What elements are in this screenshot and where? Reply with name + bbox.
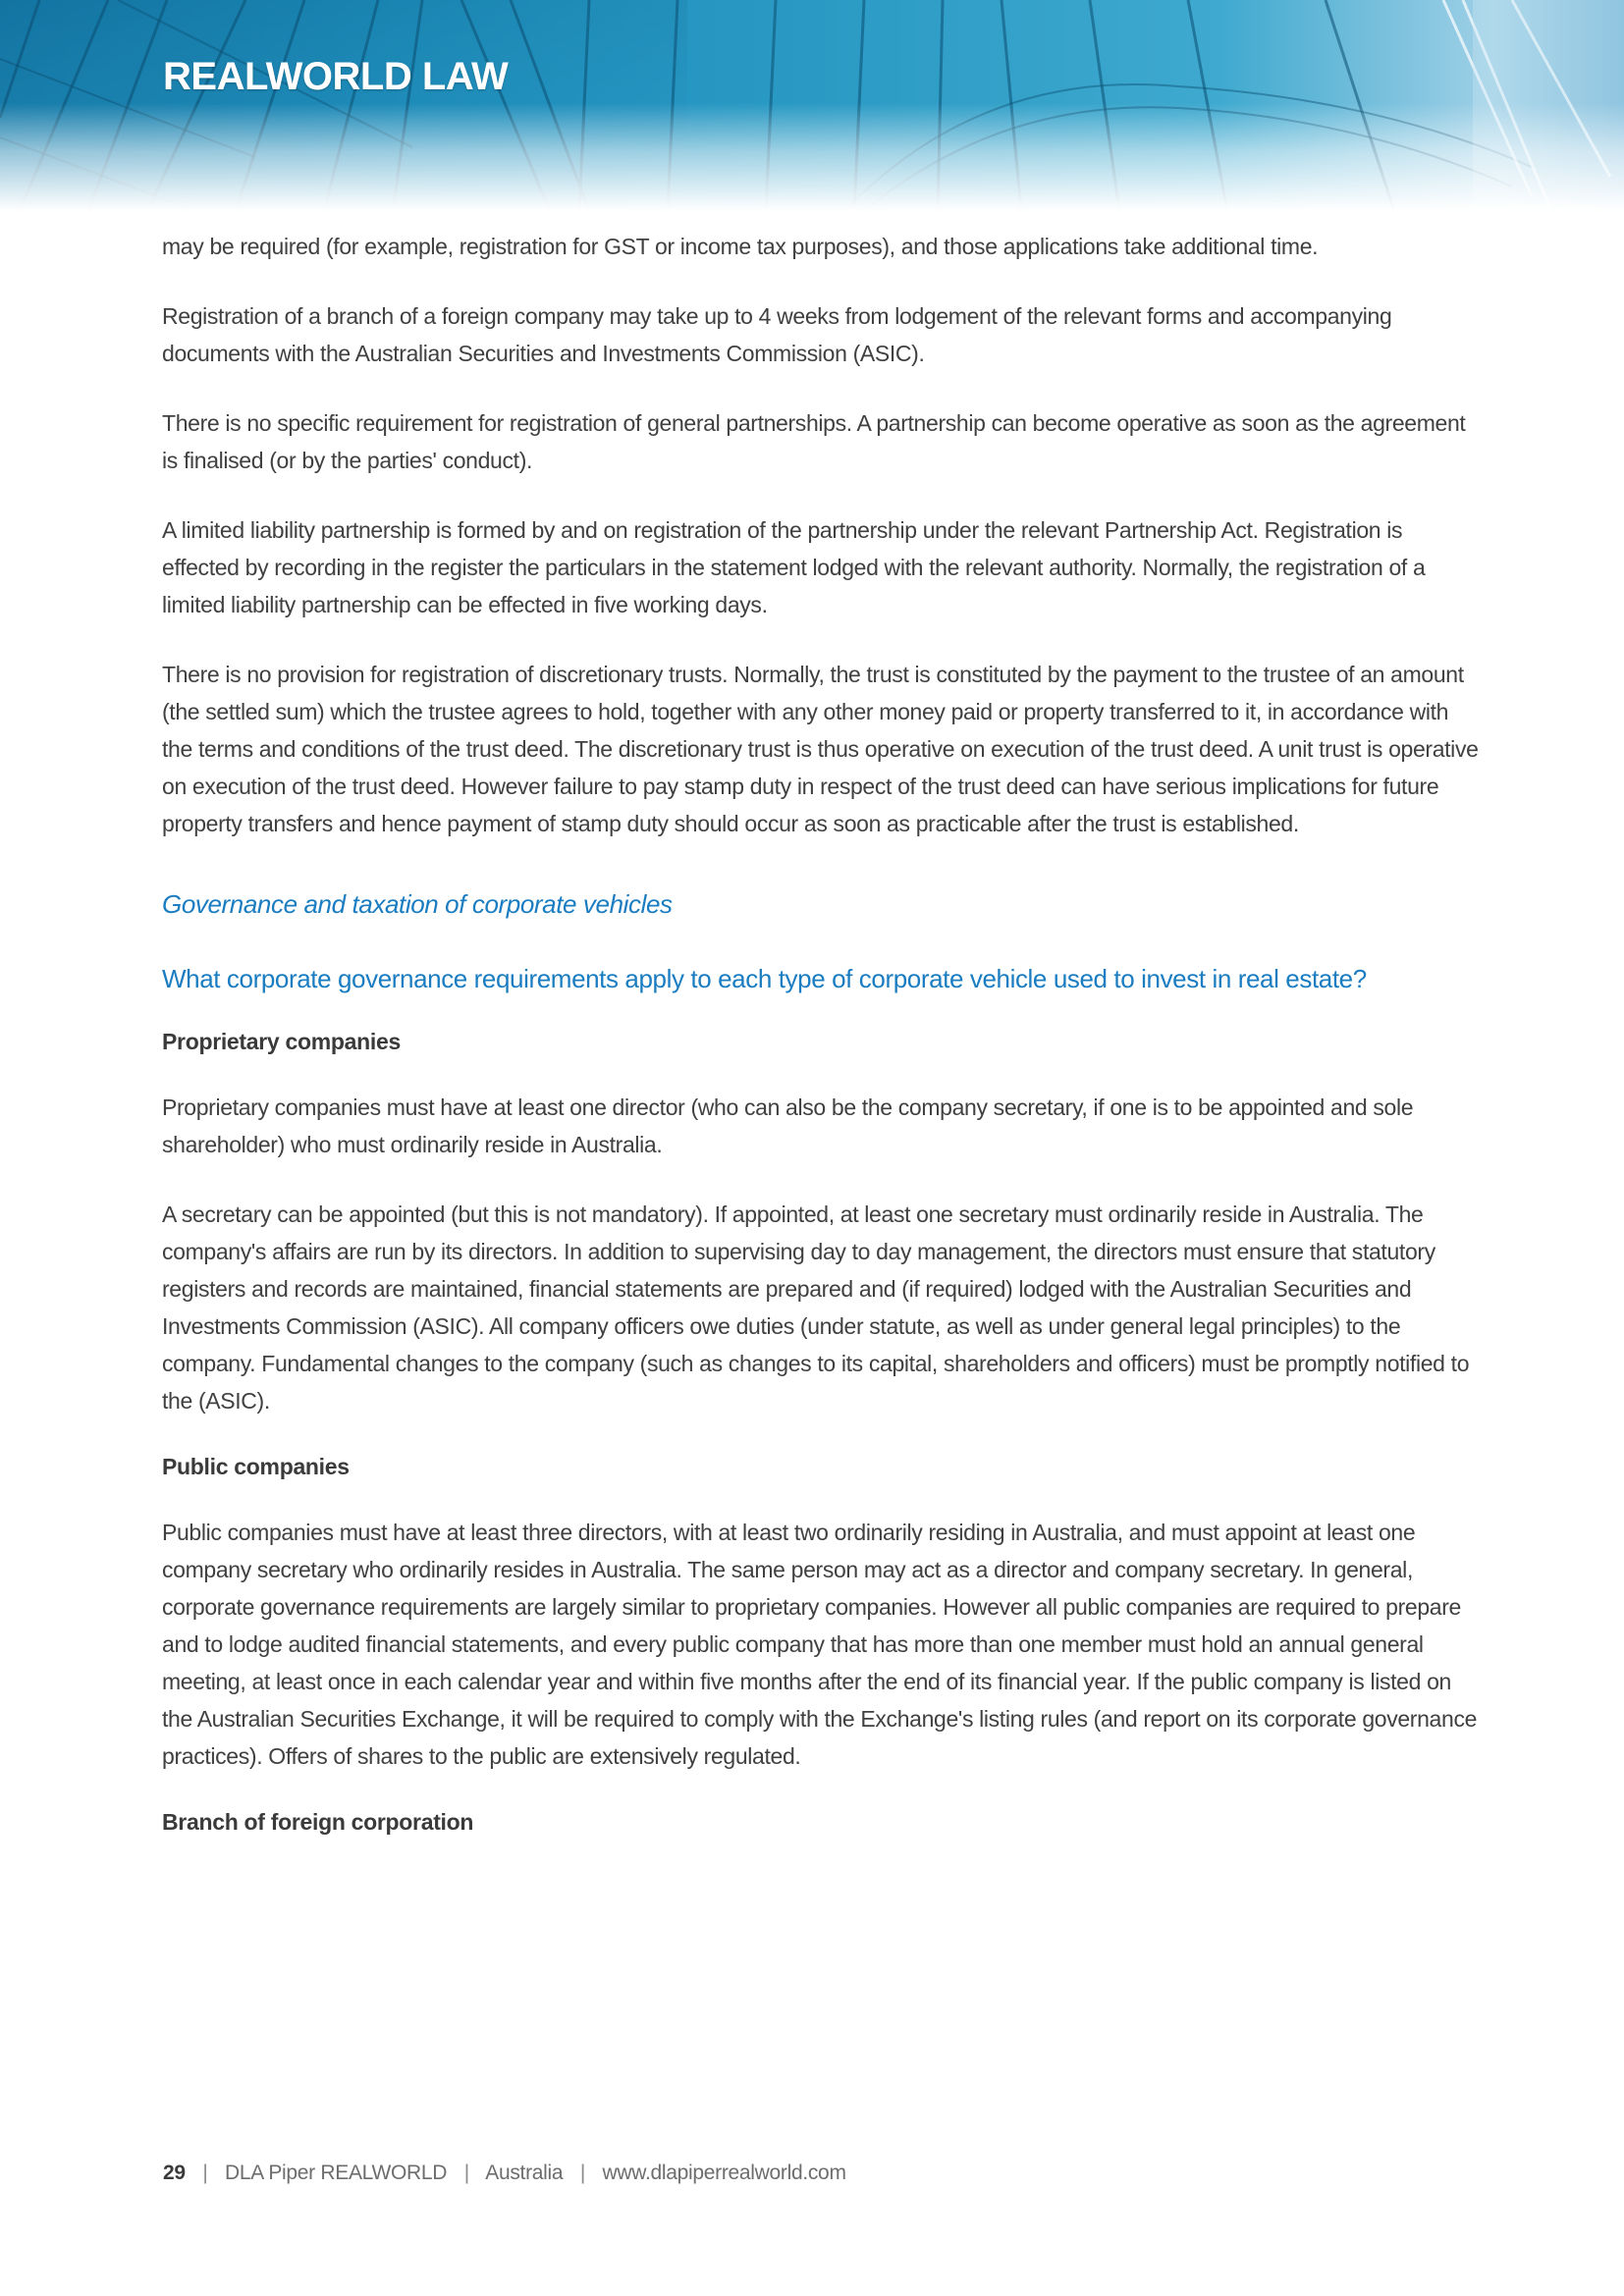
banner-fade [0,103,1624,211]
paragraph-limited-liability-partnership: A limited liability partnership is formed by and on registration of the partnership under the relevant Partnership Act. Registration is effected by recording in the register the particulars in the statement lodged with the relevant authority. Normally, the registration of a limited liability partnership can be effected in five working days. [162,517,1426,617]
subheading-branch-foreign-corporation: Branch of foreign corporation [162,1809,474,1835]
footer-website-link[interactable]: www.dlapiperrealworld.com [602,2162,846,2184]
footer-country: Australia [485,2162,564,2184]
page-number: 29 [163,2162,186,2184]
paragraph-proprietary-secretary: A secretary can be appointed (but this is not mandatory). If appointed, at least one secretary must ordinarily reside in Australia. The company's affairs are run by its directors. In addition to supervising day to day management, the directors must ensure that statutory registers and records are maintained, financial statements are prepared and (if required) lodged with the Australian Securities and Investments Commission (ASIC). All company officers owe duties (under statute, as well as under general legal principles) to the company. Fundamental changes to the company (such as changes to its capital, shareholders and officers) must be promptly notified to the (ASIC). [162,1201,1470,1414]
footer-publication: DLA Piper REALWORLD [225,2162,448,2184]
paragraph-public-companies: Public companies must have at least three directors, with at least two ordinarily residing in Australia, and must appoint at least one company secretary who ordinarily resides in Australia. The same person may act as a director and company secretary. In general, corporate governance requirements are largely similar to proprietary companies. However all public companies are required to prepare and to lodge audited financial statements, and every public company that has more than one member must hold an annual general meeting, at least once in each calendar year and within five months after the end of its financial year. If the public company is listed on the Australian Securities Exchange, it will be required to comply with the Exchange's listing rules (and report on its corporate governance practices). Offers of shares to the public are extensively regulated. [162,1520,1478,1769]
page-footer [163,2162,846,2185]
paragraph-branch-registration: Registration of a branch of a foreign company may take up to 4 weeks from lodgement of the relevant forms and accompanying documents with the Australian Securities and Investments Commission (ASIC). [162,303,1392,366]
footer-separator: | [579,2162,585,2184]
paragraph-discretionary-trusts: There is no provision for registration of discretionary trusts. Normally, the trust is constituted by the payment to the trustee of an amount (the settled sum) which the trustee agrees to hold, together with any other money paid or property transferred to it, in accordance with the terms and conditions of the trust deed. The discretionary trust is thus operative on execution of the trust deed. A unit trust is operative on execution of the trust deed. However failure to pay stamp duty in respect of the trust deed can have serious implications for future property transfers and hence payment of stamp duty should occur as soon as practicable after the trust is established. [162,662,1479,836]
subheading-public-companies: Public companies [162,1454,350,1479]
subheading-proprietary-companies: Proprietary companies [162,1029,401,1054]
paragraph-registration-time: may be required (for example, registration for GST or income tax purposes), and those applications take additional time. [162,234,1319,259]
section-title: Governance and taxation of corporate vehicles [162,889,673,919]
section-question: What corporate governance requirements apply to each type of corporate vehicle used to invest in real estate? [162,964,1367,993]
paragraph-general-partnerships: There is no specific requirement for registration of general partnerships. A partnership can become operative as soon as the agreement is finalised (or by the parties' conduct). [162,410,1466,473]
publication-title: REALWORLD LAW [163,55,509,98]
paragraph-proprietary-directors: Proprietary companies must have at least one director (who can also be the company secretary, if one is to be appointed and sole shareholder) who must ordinarily reside in Australia. [162,1095,1414,1157]
footer-separator: | [463,2162,469,2184]
header-banner [0,0,1624,211]
footer-separator: | [202,2162,208,2184]
page-content [162,228,1483,1869]
